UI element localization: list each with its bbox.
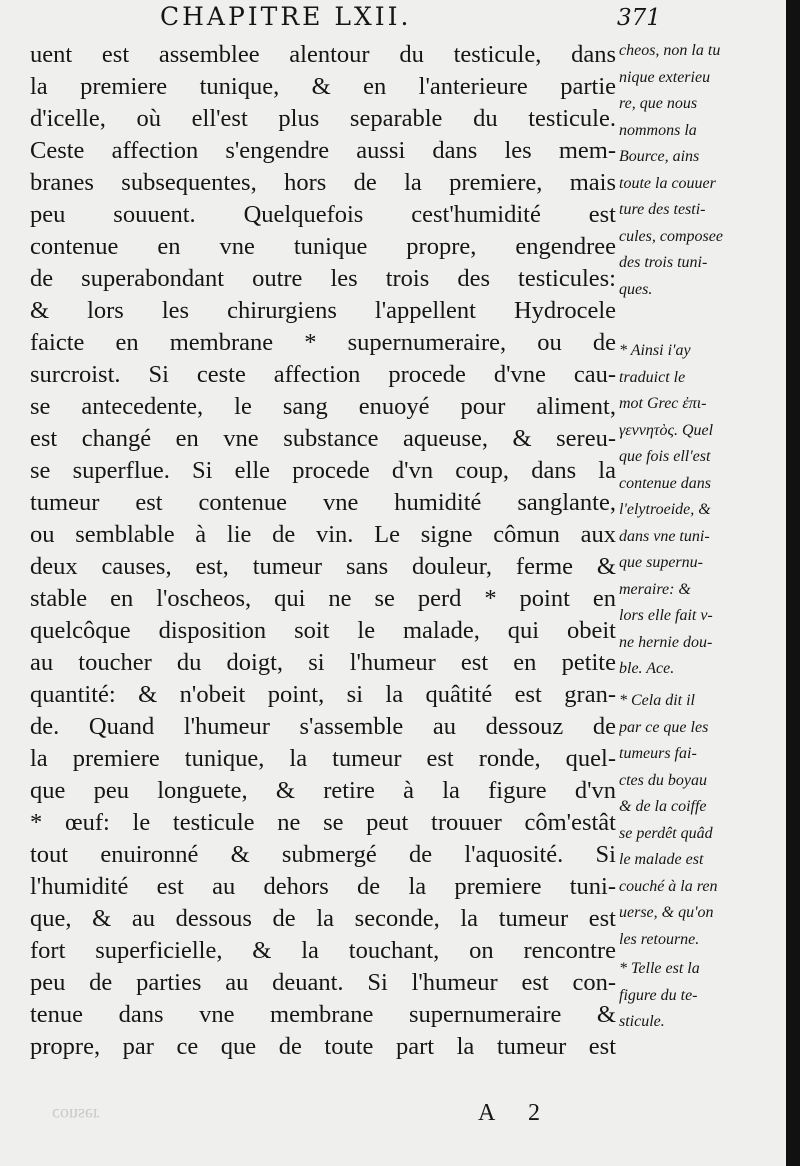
margin-note-line: le malade est (619, 851, 704, 868)
text-line: deux causes, est, tumeur sans douleur, ferme & (30, 553, 616, 580)
text-line: tumeur est contenue vne humidité sanglante, (30, 489, 616, 516)
margin-note-line: meraire: & (619, 580, 691, 598)
margin-note-line: * Cela dit il (619, 692, 695, 709)
text-line: que peu longuete, & retire à la figure d'vn (30, 777, 616, 804)
text-line: peu de parties au deuant. Si l'humeur est con- (30, 969, 616, 996)
margin-note-line: figure du te- (619, 986, 698, 1004)
running-head: CHAPITRE LXII. (160, 2, 412, 31)
margin-note-line: cheos, non la tu (619, 42, 721, 59)
text-line: que, & au dessous de la seconde, la tumeur est (30, 905, 616, 932)
margin-note-line: que supernu- (619, 554, 703, 571)
margin-note-line: contenue dans (619, 474, 711, 492)
text-line: se superflue. Si elle procede d'vn coup, dans la (30, 457, 616, 484)
text-line: peu souuent. Quelquefois cest'humidité est (30, 201, 616, 228)
text-line: stable en l'oscheos, qui ne se perd * point en (30, 585, 616, 612)
text-line: branes subsequentes, hors de la premiere, mais (30, 169, 616, 196)
margin-note-line: lors elle fait v- (619, 607, 713, 624)
text-line: d'icelle, où ell'est plus separable du testicule. (30, 105, 616, 132)
margin-note-line: * Ainsi i'ay (619, 342, 691, 359)
margin-note-line: ques. (619, 280, 653, 298)
margin-note-line: ne hernie dou- (619, 633, 713, 651)
text-line: quantité: & n'obeit point, si la quâtité est gran- (30, 681, 616, 708)
text-line: fort superficielle, & la touchant, on rencontre (30, 937, 616, 964)
text-line: contenue en vne tunique propre, engendree (30, 233, 616, 260)
margin-note-line: cules, composee (619, 227, 723, 245)
text-line: faicte en membrane * supernumeraire, ou de (30, 329, 616, 356)
text-line: se antecedente, le sang enuoyé pour aliment, (30, 393, 616, 420)
margin-note-line: nommons la (619, 121, 697, 139)
text-line: quelcôque disposition soit le malade, qui obeit (30, 617, 616, 644)
margin-note-line: * Telle est la (619, 960, 700, 977)
margin-note-line: ble. Ace. (619, 660, 675, 677)
text-line: l'humidité est au dehors de la premiere tuni- (30, 873, 616, 900)
text-line: au toucher du doigt, si l'humeur est en petite (30, 649, 616, 676)
margin-note-line: se perdêt quâd (619, 824, 713, 842)
text-line: surcroist. Si ceste affection procede d'vne cau- (30, 361, 616, 388)
text-line: & lors les chirurgiens l'appellent Hydrocele (30, 297, 616, 324)
margin-note-line: les retourne. (619, 930, 700, 948)
margin-note-line: mot Grec ἐπι- (619, 395, 707, 412)
text-line: de superabondant outre les trois des testicules: (30, 265, 616, 292)
margin-note-line: tumeurs fai- (619, 745, 697, 762)
margin-note-line: γεννητὸς. Quel (619, 421, 714, 439)
margin-note-line: uerse, & qu'on (619, 904, 714, 921)
margin-note-line: par ce que les (619, 718, 709, 736)
text-line: uent est assemblee alentour du testicule, dans (30, 41, 616, 68)
margin-note-line: des trois tuni- (619, 254, 708, 271)
margin-note-line: que fois ell'est (619, 448, 711, 465)
margin-note-line: couché à la ren (619, 877, 718, 895)
text-line: ou semblable à lie de vin. Le signe cômun aux (30, 521, 616, 548)
bleed-through-text: conser (52, 1105, 99, 1125)
margin-note-line: ture des testi- (619, 201, 706, 218)
margin-note-line: ctes du boyau (619, 771, 707, 789)
margin-note-line: Bource, ains (619, 148, 700, 165)
text-line: Ceste affection s'engendre aussi dans les mem- (30, 137, 616, 164)
text-line: propre, par ce que de toute part la tumeur est (30, 1033, 616, 1060)
margin-note-line: toute la couuer (619, 174, 716, 192)
margin-note-line: nique exterieu (619, 68, 711, 86)
text-line: la premiere tunique, & en l'anterieure partie (30, 73, 616, 100)
margin-note-line: l'elytroeide, & (619, 501, 711, 518)
margin-note-line: sticule. (619, 1013, 665, 1030)
text-line: tout enuironné & submergé de l'aquosité. Si (30, 841, 616, 868)
margin-note-line: re, que nous (619, 95, 698, 112)
margin-note-line: dans vne tuni- (619, 527, 710, 545)
text-line: la premiere tunique, la tumeur est ronde, quel- (30, 745, 616, 772)
margin-note-line: traduict le (619, 368, 686, 386)
text-line: * œuf: le testicule ne se peut trouuer côm'estât (30, 809, 616, 836)
text-line: tenue dans vne membrane supernumeraire & (30, 1001, 616, 1028)
margin-note-line: & de la coiffe (619, 798, 707, 815)
signature-mark: A 2 (478, 1100, 555, 1126)
page-number: 371 (617, 5, 661, 31)
text-line: de. Quand l'humeur s'assemble au dessouz de (30, 713, 616, 740)
text-line: est changé en vne substance aqueuse, & sereu- (30, 425, 616, 452)
